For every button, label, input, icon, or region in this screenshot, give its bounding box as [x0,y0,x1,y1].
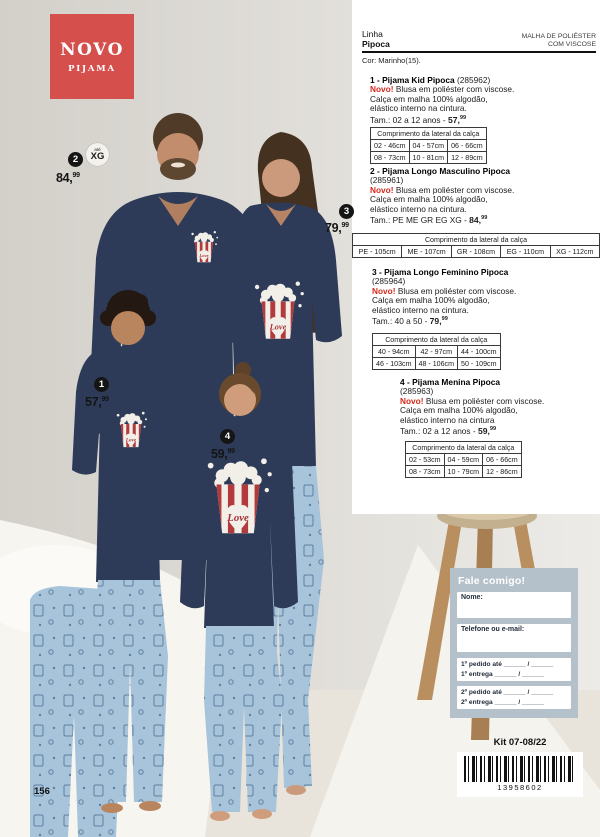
product-2-cents: 99 [481,215,488,222]
product-2-desc3: elástico interno na cintura. [370,203,467,214]
contact-form-title: Fale comigo! [458,575,526,587]
page-number: 156 [34,786,50,797]
product-4-desc2: Calça em malha 100% algodão, [400,405,518,416]
product-4-block [400,378,544,436]
product-2-sizes: Tam.: PE ME GR EG XG - [370,214,470,225]
price-4 [211,447,235,461]
novo-badge-line1: NOVO [60,40,124,60]
product-3-block [372,268,516,326]
product-4-desc1: Blusa em poliéster com viscose. [425,395,545,406]
product-1-novo: Novo! [370,84,394,95]
product-4-novo: Novo! [400,395,424,406]
product-2-size-table: Comprimento da lateral da calça PE - 105cm ME - 107cm GR - 108cm EG - 110cm XG - 112cm [352,233,600,258]
price-1-cents: 99 [101,395,109,403]
line-name: Pipoca [362,38,390,49]
phone-email-field [457,624,571,652]
product-1-cents: 99 [459,114,467,121]
material-line1: MALHA DE POLIÉSTER [521,33,596,40]
order-1-line2: 1º entrega ______ / ______ [461,670,545,678]
price-1 [85,395,109,409]
product-4-cents: 99 [489,426,497,433]
product-1-price: 57, [447,114,460,125]
marker-3: 3 [339,204,354,219]
line-label: Linha [362,29,383,39]
product-2-code: (285961) [370,175,404,186]
product-3-title: 3 - Pijama Longo Feminino Pipoca [372,267,509,277]
contact-form [450,568,578,718]
product-3-desc2: Calça em malha 100% algodão, [372,295,490,306]
marker-1: 1 [94,377,109,392]
size-badge-xg [86,143,109,166]
product-4-desc3: elástico interno na cintura [400,414,495,425]
marker-2: 2 [68,152,83,167]
panel-header [362,30,596,65]
marker-4: 4 [220,429,235,444]
man-beard [160,158,196,180]
novo-badge [50,14,134,99]
product-3-price: 79, [429,315,442,326]
table-1-header: Comprimento da lateral da calça [371,128,487,140]
price-3 [325,221,349,235]
price-4-value: 59, [211,447,228,461]
order-2-line1: 2º pedido até ______ / ______ [461,689,554,696]
product-1-block [370,76,514,125]
size-badge-size: XG [90,151,105,162]
product-3-sizes: Tam.: 40 a 50 - [372,315,430,326]
color-note: Cor: Marinho(15). [362,56,421,65]
price-4-cents: 99 [227,447,235,455]
product-2-price: 84, [469,214,482,225]
barcode-bars [464,756,576,782]
product-4-code: (285963) [400,386,434,397]
woman-face [262,159,300,197]
product-4-size-table: Comprimento da lateral da calça 02 - 53cm 04 - 59cm 06 - 66cm 08 - 73cm 10 - 79cm 12 - 86cm [405,441,522,478]
product-2-novo: Novo! [370,184,394,195]
product-2-block [370,167,514,225]
price-3-cents: 99 [341,221,349,229]
order-1-line1: 1º pedido até ______ / ______ [461,661,554,668]
price-1-value: 57, [85,395,102,409]
barcode [457,752,583,797]
novo-badge-line2: PIJAMA [68,64,116,74]
product-1-size-table: Comprimento da lateral da calça 02 - 46cm 04 - 57cm 06 - 66cm 08 - 73cm 10 - 81cm 12 - 89cm [370,127,487,164]
order-1-box [457,658,571,681]
product-3-novo: Novo! [372,285,396,296]
material-line2: COM VISCOSE [548,41,596,48]
table-2-header: Comprimento da lateral da calça [353,234,600,246]
product-3-size-table: Comprimento da lateral da calça 40 - 94cm 42 - 97cm 44 - 100cm 46 - 103cm 48 - 106cm 50 - 109cm [372,333,501,370]
product-1-title: 1 - Pijama Kid Pipoca [370,75,455,85]
size-badge-top: até [94,147,101,152]
price-3-value: 79, [325,221,342,235]
name-label: Nome: [461,594,483,601]
product-info-panel [352,0,600,514]
kit-label: Kit 07-08/22 [493,737,547,748]
product-2-desc2: Calça em malha 100% algodão, [370,194,488,205]
order-2-box [457,686,571,709]
product-1-sizes: Tam.: 02 a 12 anos - [370,114,448,125]
product-4-title: 4 - Pijama Menina Pipoca [400,377,501,387]
product-1-desc1: Blusa em poliéster com viscose. [395,84,515,95]
product-1-code: (285962) [457,75,491,85]
barcode-number: 13958602 [497,783,543,792]
product-3-cents: 99 [441,316,448,323]
price-2 [56,171,80,185]
kit-section [440,737,600,797]
product-2-title: 2 - Pijama Longo Masculino Pipoca [370,166,511,176]
order-2-line2: 2º entrega ______ / ______ [461,698,545,706]
product-3-desc1: Blusa em poliéster com viscose. [397,285,517,296]
boy-face [111,311,145,345]
product-4-price: 59, [477,425,490,436]
name-field [457,592,571,618]
product-1-desc2: Calça em malha 100% algodão, [370,93,488,104]
material-note [522,33,596,49]
product-2-desc1: Blusa em poliéster com viscose. [395,184,515,195]
table-3-header: Comprimento da lateral da calça [373,334,501,346]
table-4-header: Comprimento da lateral da calça [406,442,522,454]
product-1-desc3: elástico interno na cintura. [370,103,467,114]
price-2-value: 84, [56,171,73,185]
price-2-cents: 99 [72,171,80,179]
product-3-desc3: elástico interno na cintura. [372,304,469,315]
phone-email-label: Telefone ou e-mail: [461,626,525,633]
product-4-sizes: Tam.: 02 a 12 anos - [400,425,478,436]
product-3-code: (285964) [372,276,406,287]
header-rule [362,51,596,53]
